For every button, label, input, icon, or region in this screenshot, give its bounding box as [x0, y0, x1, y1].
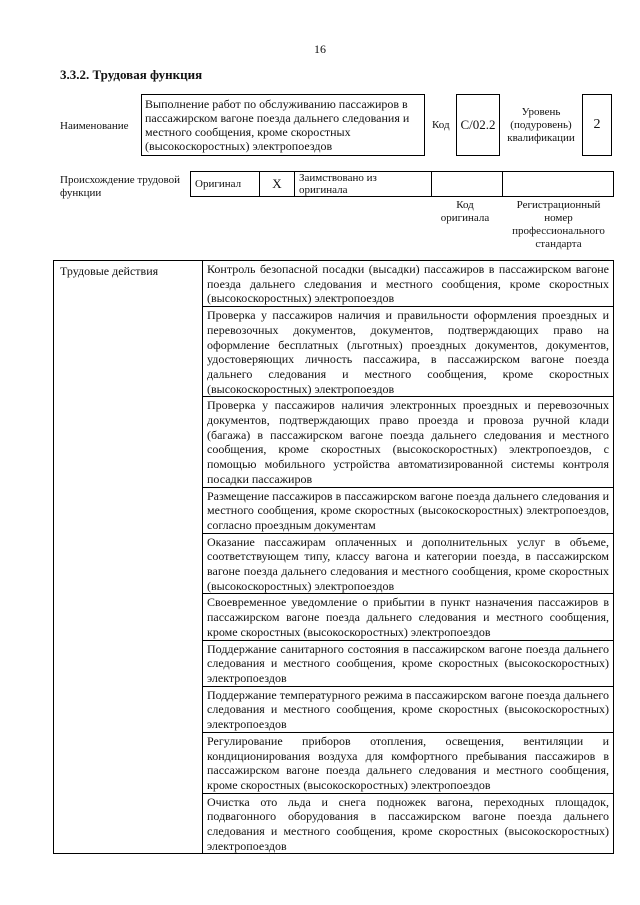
function-name: Выполнение работ по обслуживанию пассажиров в пассажирском вагоне поезда дальнего следования и местного сообщения, кроме скоростных (высокоскоростных) электропоездов: [141, 94, 425, 156]
original-label: Оригинал: [191, 172, 260, 197]
code-original-label: Код оригинала: [440, 199, 490, 224]
qualification-level: 2: [582, 94, 612, 156]
section-title: 3.3.2. Трудовая функция: [60, 67, 203, 82]
code-original-cell: [432, 172, 503, 197]
labor-action-item: Проверка у пассажиров наличия и правильности оформления проездных и перевозочных документов, документов, подтверждающих право на оформление бесплатных (льготных) проездных документов, документов, удостоверяющих личность пассажира, в пассажирском вагоне поезда дальнего следования и местного сообщения, кроме скоростных (высокоскоростных) электропоездов: [203, 307, 614, 397]
reg-number-label: Регистрационный номер профессионального стандарта: [512, 199, 605, 250]
page-number: 16: [314, 42, 326, 56]
labor-actions-header: Трудовые действия: [54, 261, 203, 854]
borrowed-label: Заимствовано из оригинала: [295, 172, 432, 197]
table-row: [54, 261, 614, 307]
labor-action-item: Проверка у пассажиров наличия электронных проездных и перевозочных документов, подтверждающих право проезда и провоза ручной клади (багажа) в пассажирском вагоне поезда дальнего следования и местного сообщения, кроме скоростных (высокоскоростных) электропоездов, с помощью мобильного устройства автоматизированной системы контроля посадки пассажиров: [203, 397, 614, 487]
labor-action-item: Очистка ото льда и снега подножек вагона, переходных площадок, подвагонного оборудования в пассажирском вагоне поезда дальнего следования и местного сообщения, кроме скоростных (высокоскоростных) электропоездов: [203, 793, 614, 854]
reg-number-cell: [503, 172, 614, 197]
code-label: Код: [432, 119, 450, 131]
name-label: Наименование: [60, 120, 129, 132]
labor-action-item: Размещение пассажиров в пассажирском вагоне поезда дальнего следования и местного сообщения, кроме скоростных (высокоскоростных) электропоездов, согласно проездным документам: [203, 487, 614, 533]
origin-label: Происхождение трудовой функции: [60, 174, 181, 199]
labor-action-item: Своевременное уведомление о прибытии в пункт назначения пассажиров в пассажирском вагоне поезда дальнего следования и местного сообщения, кроме скоростных (высокоскоростных) электропоездов: [203, 594, 614, 640]
labor-action-item: Регулирование приборов отопления, освещения, вентиляции и кондиционирования воздуха для комфортного пребывания пассажиров в пассажирском вагоне поезда дальнего следования и местного сообщения, кроме скоростных (высокоскоростных) электропоездов: [203, 732, 614, 793]
function-code: C/02.2: [456, 94, 500, 156]
labor-action-item: Контроль безопасной посадки (высадки) пассажиров в пассажирском вагоне поезда дальнего следования и местного сообщения, кроме скоростных (высокоскоростных) электропоездов: [203, 261, 614, 307]
labor-actions-table: [53, 260, 614, 854]
labor-action-item: Поддержание температурного режима в пассажирском вагоне поезда дальнего следования и местного сообщения, кроме скоростных (высокоскоростных) электропоездов: [203, 686, 614, 732]
labor-action-item: Поддержание санитарного состояния в пассажирском вагоне поезда дальнего следования и местного сообщения, кроме скоростных (высокоскоростных) электропоездов: [203, 640, 614, 686]
original-mark: X: [260, 172, 295, 197]
labor-action-item: Оказание пассажирам оплаченных и дополнительных услуг в объеме, соответствующем типу, классу вагона и категории поезда, в пассажирском вагоне поезда дальнего следования и местного сообщения, кроме скоростных (высокоскоростных) электропоездов: [203, 533, 614, 594]
origin-table: [190, 171, 614, 197]
level-label: Уровень (подуровень) квалификации: [507, 106, 575, 144]
